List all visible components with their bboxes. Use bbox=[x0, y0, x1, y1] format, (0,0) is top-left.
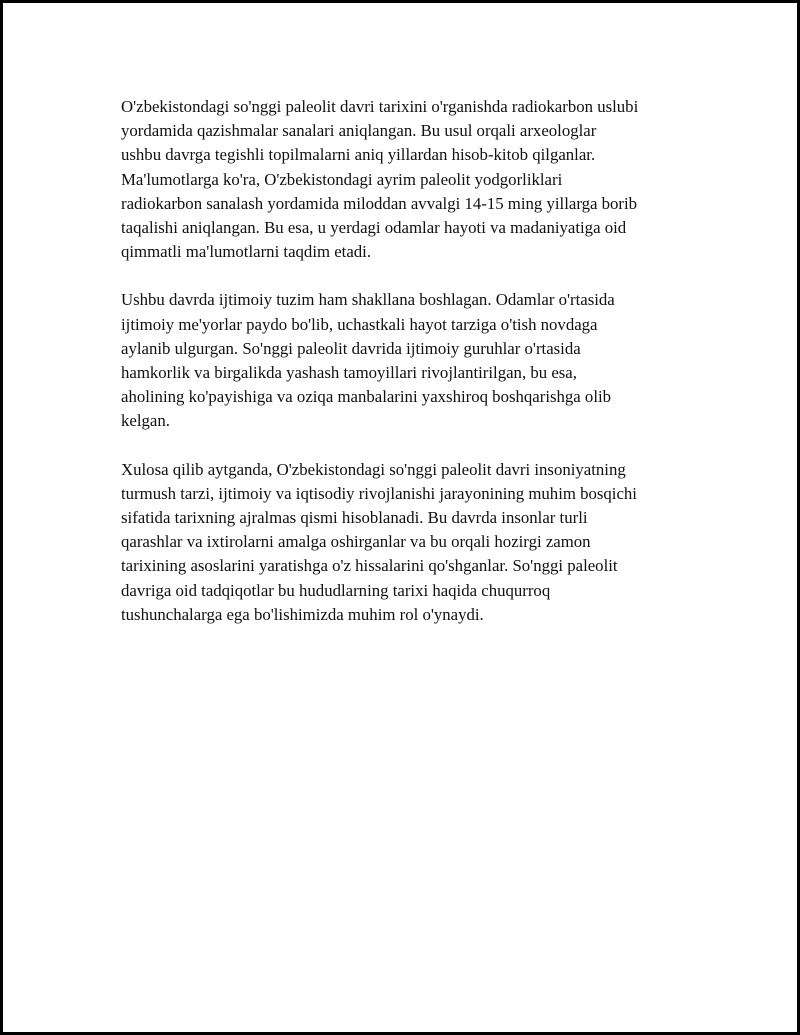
text-line: yordamida qazishmalar sanalari aniqlangan. Bu usul orqali arxeologlar bbox=[121, 121, 597, 141]
text-line: taqalishi aniqlangan. Bu esa, u yerdagi odamlar hayoti va madaniyatiga oid bbox=[121, 218, 627, 238]
text-line: qimmatli ma'lumotlarni taqdim etadi. bbox=[121, 242, 372, 262]
text-line: kelgan. bbox=[121, 411, 170, 431]
text-line: Ushbu davrda ijtimoiy tuzim ham shakllana boshlagan. Odamlar o'rtasida bbox=[121, 290, 615, 310]
paragraph-1 bbox=[121, 95, 711, 264]
text-line: aholining ko'payishiga va oziqa manbalarini yaxshiroq boshqarishga olib bbox=[121, 387, 612, 407]
text-line: ushbu davrga tegishli topilmalarni aniq yillardan hisob-kitob qilganlar. bbox=[121, 145, 596, 165]
text-line: davriga oid tadqiqotlar bu hududlarning tarixi haqida chuqurroq bbox=[121, 580, 551, 600]
document-body bbox=[121, 95, 711, 651]
text-line: hamkorlik va birgalikda yashash tamoyillari rivojlantirilgan, bu esa, bbox=[121, 363, 577, 383]
text-line: O'zbekistondagi so'nggi paleolit davri tarixini o'rganishda radiokarbon uslubi bbox=[121, 97, 639, 116]
text-line: tushunchalarga ega bo'lishimizda muhim rol o'ynaydi. bbox=[121, 604, 484, 624]
paragraph-3 bbox=[121, 458, 711, 627]
text-line: tarixining asoslarini yaratishga o'z hissalarini qo'shganlar. So'nggi paleolit bbox=[121, 556, 618, 576]
text-line: sifatida tarixning ajralmas qismi hisoblanadi. Bu davrda insonlar turli bbox=[121, 508, 588, 528]
text-line: turmush tarzi, ijtimoiy va iqtisodiy rivojlanishi jarayonining muhim bosqichi bbox=[121, 483, 637, 503]
text-line: Ma'lumotlarga ko'ra, O'zbekistondagi ayrim paleolit yodgorliklari bbox=[121, 169, 563, 189]
paragraph-2 bbox=[121, 288, 711, 433]
text-line: radiokarbon sanalash yordamida miloddan avvalgi 14-15 ming yillarga borib bbox=[121, 193, 638, 213]
text-line: qarashlar va ixtirolarni amalga oshirganlar va bu orqali hozirgi zamon bbox=[121, 532, 591, 552]
text-line: Xulosa qilib aytganda, O'zbekistondagi so'nggi paleolit davri insoniyatning bbox=[121, 459, 626, 479]
text-line: ijtimoiy me'yorlar paydo bo'lib, uchastkali hayot tarziga o'tish novdaga bbox=[121, 314, 598, 334]
text-line: aylanib ulgurgan. So'nggi paleolit davrida ijtimoiy guruhlar o'rtasida bbox=[121, 338, 581, 358]
